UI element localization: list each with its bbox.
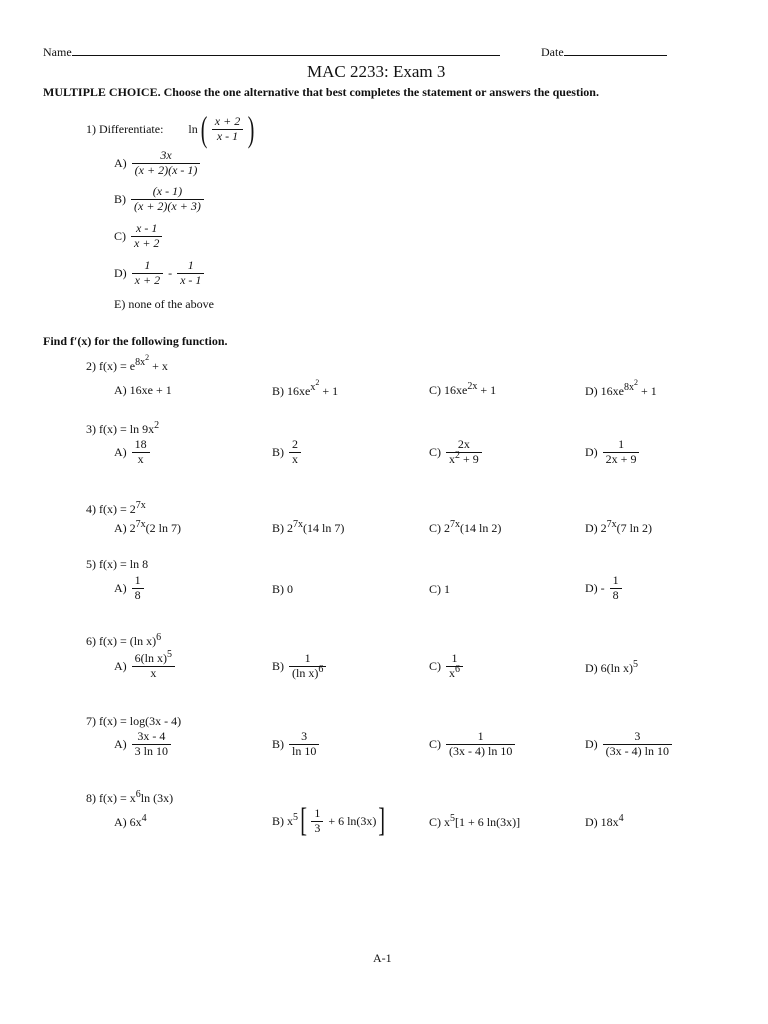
exponent: 7x: [450, 519, 460, 530]
q1-option-d[interactable]: [114, 259, 206, 288]
denominator: (x + 2)(x + 3): [131, 199, 204, 214]
option-letter: D): [585, 444, 598, 459]
denominator: ln 10: [289, 744, 319, 759]
ln-text: ln: [188, 121, 198, 136]
fraction: [177, 259, 204, 288]
denominator: 2x + 9: [603, 452, 640, 467]
q4-option-d[interactable]: [585, 521, 652, 536]
q4-option-b[interactable]: [272, 521, 344, 536]
option-text: [272, 811, 298, 829]
denominator: 8: [610, 588, 622, 603]
option-text: B) 16xe: [272, 384, 311, 398]
exponent: 6: [156, 632, 162, 643]
exponent: 5: [293, 811, 298, 823]
question-tail: + x: [149, 359, 168, 373]
question-tail: ln (3x): [140, 791, 174, 805]
option-letter: C): [114, 228, 126, 243]
option-text: B) 2: [272, 521, 293, 535]
q1-option-e[interactable]: E) none of the above: [114, 297, 214, 311]
exponent: 6: [318, 663, 324, 675]
left-bracket: [: [300, 802, 308, 839]
fraction: [132, 438, 150, 467]
num-base: 6(ln x): [134, 651, 167, 665]
option-letter: B): [272, 444, 284, 459]
denominator: (3x - 4) ln 10: [603, 744, 672, 759]
numerator: [132, 649, 175, 666]
denominator: x: [132, 452, 150, 467]
numerator: (x - 1): [152, 184, 183, 198]
date-line: [564, 44, 667, 56]
q7-option-c[interactable]: [429, 730, 517, 759]
fraction: [311, 807, 323, 836]
option-text: D) 16xe: [585, 384, 624, 398]
q2-option-b[interactable]: [272, 378, 339, 399]
question-8: [86, 791, 173, 806]
option-text: C) x: [429, 815, 450, 829]
option-letter: B): [272, 658, 284, 673]
option-tail: + 1: [638, 384, 657, 398]
question-label: 8) f(x) = x: [86, 791, 136, 805]
denominator: x - 1: [212, 129, 243, 144]
question-6: [86, 634, 161, 649]
fraction: [446, 730, 515, 759]
den-tail: + 9: [460, 451, 479, 466]
option-letter: D) -: [585, 580, 605, 595]
fraction: [603, 730, 672, 759]
denominator: [446, 663, 463, 681]
q1-option-c[interactable]: [114, 222, 164, 251]
numerator: 1: [451, 651, 458, 665]
section-heading: Find f′(x) for the following function.: [43, 334, 228, 348]
fraction: [446, 652, 463, 681]
option-letter: A): [114, 155, 127, 170]
name-line: [72, 44, 500, 56]
fraction: [289, 652, 326, 681]
denominator: x - 1: [177, 273, 204, 288]
fraction: [132, 730, 171, 759]
exponent: 5: [167, 649, 172, 660]
option-tail: (7 ln 2): [616, 521, 652, 535]
option-text: D) 6(ln x): [585, 661, 633, 675]
denominator: [289, 663, 326, 681]
option-tail: (2 ln 7): [145, 521, 181, 535]
q5-option-c[interactable]: C) 1: [429, 582, 450, 596]
option-text: A) 6x: [114, 815, 142, 829]
minus-sign: -: [168, 265, 173, 280]
q7-option-b[interactable]: [272, 730, 321, 759]
q4-option-c[interactable]: [429, 521, 501, 536]
page-number: A-1: [373, 951, 392, 965]
option-letter: D): [585, 736, 598, 751]
exponent: 7x: [606, 519, 617, 530]
question-label: 6) f(x) = (ln x): [86, 634, 157, 648]
right-bracket: ]: [378, 802, 386, 839]
exponent: 4: [141, 813, 147, 824]
option-letter: C): [429, 736, 441, 751]
numerator: 1: [618, 437, 625, 451]
q8-option-d[interactable]: [585, 815, 624, 830]
q3-option-d[interactable]: [585, 438, 641, 467]
question-label: 1) Differentiate:: [86, 121, 164, 136]
instructions: MULTIPLE CHOICE. Choose the one alternative that best completes the statement or answers the question.: [43, 85, 599, 99]
q4-option-a[interactable]: [114, 521, 181, 536]
q3-option-c[interactable]: [429, 438, 484, 467]
question-3: [86, 422, 159, 437]
exponent-power: 2: [315, 378, 320, 387]
exponent: 7x: [135, 519, 146, 530]
option-letter: C): [429, 658, 441, 673]
exponent: 2: [154, 420, 160, 431]
exponent: 6: [455, 663, 460, 675]
option-text: D) 18x: [585, 815, 619, 829]
q6-option-d[interactable]: [585, 661, 638, 676]
exponent: 5: [450, 813, 455, 824]
option-tail: + 1: [319, 384, 339, 398]
den-base: (ln x): [292, 665, 319, 680]
q1-option-a[interactable]: [114, 149, 202, 178]
numerator: 1: [477, 729, 484, 743]
option-letter: A): [114, 580, 127, 595]
question-label: 4) f(x) = 2: [86, 502, 136, 516]
q5-option-d[interactable]: [585, 574, 624, 603]
fraction: [132, 574, 144, 603]
option-letter: B): [114, 191, 126, 206]
numerator: 1: [314, 805, 321, 820]
name-field[interactable]: [43, 44, 500, 60]
question-label: 2) f(x) = e: [86, 359, 136, 373]
option-tail: (14 ln 2): [460, 521, 502, 535]
exponent-power: 2: [634, 378, 638, 387]
question-7: 7) f(x) = log(3x - 4): [86, 714, 182, 728]
denominator: x: [132, 666, 175, 681]
date-field[interactable]: [541, 44, 667, 60]
date-label: Date: [541, 45, 564, 59]
fraction: [132, 259, 163, 288]
q5-option-a[interactable]: [114, 574, 146, 603]
fraction: [131, 222, 162, 251]
q3-option-b[interactable]: [272, 438, 303, 467]
fraction: [132, 649, 175, 681]
q2-option-a[interactable]: A) 16xe + 1: [114, 383, 172, 397]
numerator: 3x - 4: [137, 729, 166, 743]
option-text: C) 2: [429, 521, 450, 535]
numerator: x + 2: [214, 113, 241, 128]
right-paren: ): [247, 109, 255, 149]
fraction: [610, 574, 622, 603]
q6-option-a[interactable]: [114, 649, 177, 681]
numerator: x - 1: [136, 221, 158, 235]
fraction: [289, 438, 301, 467]
denominator: 3 ln 10: [132, 744, 171, 759]
denominator: x + 2: [132, 273, 163, 288]
numerator: 2x: [457, 437, 470, 451]
denominator: (x + 2)(x - 1): [132, 163, 201, 178]
fraction: [289, 730, 319, 759]
option-text: D) 2: [585, 521, 607, 535]
option-letter: A): [114, 658, 127, 673]
question-label: 3) f(x) = ln 9x: [86, 422, 155, 436]
fraction: [131, 185, 204, 214]
q2-option-c[interactable]: [429, 383, 496, 398]
option-letter: C): [429, 444, 441, 459]
left-paren: (: [200, 109, 208, 149]
q3-option-a[interactable]: [114, 438, 152, 467]
option-tail: [1 + 6 ln(3x)]: [455, 815, 521, 829]
q7-option-a[interactable]: [114, 730, 173, 759]
q8-option-a[interactable]: [114, 815, 147, 830]
option-text: C) 16xe: [429, 383, 468, 397]
denominator: 8: [132, 588, 144, 603]
question-2: [86, 353, 168, 374]
exponent: 7x: [135, 500, 146, 511]
numerator: 1: [304, 651, 311, 665]
den-base: x: [449, 451, 455, 466]
exponent: 2: [455, 449, 460, 461]
numerator: 1: [144, 258, 151, 272]
numerator: 1: [612, 573, 619, 587]
exponent: 6: [135, 789, 141, 800]
fraction: [132, 149, 201, 178]
fraction: [603, 438, 640, 467]
q7-option-d[interactable]: [585, 730, 674, 759]
q8-option-c[interactable]: [429, 815, 520, 830]
exponent: 7x: [293, 519, 303, 530]
exponent: 8x: [624, 382, 634, 393]
option-letter: D): [114, 265, 127, 280]
fraction: [212, 115, 243, 144]
denominator: x: [289, 452, 301, 467]
option-letter: A): [114, 444, 127, 459]
q1-option-b[interactable]: [114, 185, 206, 214]
option-tail: + 1: [477, 383, 497, 397]
option-tail: + 6 ln(3x): [328, 813, 377, 828]
fraction: [446, 438, 482, 467]
den-base: x: [449, 665, 455, 680]
exponent-power: 2: [145, 353, 150, 362]
q5-option-b[interactable]: B) 0: [272, 582, 293, 596]
denominator: x + 2: [131, 236, 162, 251]
question-4: [86, 502, 146, 517]
exponent: x: [310, 382, 316, 393]
exponent: 4: [618, 813, 624, 824]
numerator: 1: [134, 573, 141, 587]
exponent: 2x: [467, 381, 478, 392]
numerator: 3: [634, 729, 641, 743]
option-letter: B): [272, 736, 284, 751]
option-tail: (14 ln 7): [303, 521, 345, 535]
q6-option-c[interactable]: [429, 652, 465, 681]
numerator: 18: [134, 437, 147, 451]
question-1: [86, 111, 254, 147]
question-5: 5) f(x) = ln 8: [86, 557, 149, 571]
q2-option-d[interactable]: [585, 378, 657, 399]
q6-option-b[interactable]: [272, 652, 328, 681]
numerator: 3x: [160, 148, 172, 162]
exponent: 5: [633, 659, 638, 670]
numerator: 2: [292, 437, 298, 451]
option-prefix: B) x: [272, 813, 293, 828]
option-letter: A): [114, 736, 127, 751]
name-label: Name: [43, 45, 72, 59]
denominator: [446, 449, 482, 467]
option-text: A) 2: [114, 521, 136, 535]
page-title: MAC 2233: Exam 3: [307, 62, 446, 81]
numerator: 1: [187, 258, 194, 272]
numerator: 3: [301, 729, 308, 743]
q8-option-b[interactable]: [272, 804, 385, 838]
denominator: (3x - 4) ln 10: [446, 744, 515, 759]
exponent: 8x: [135, 357, 146, 368]
denominator: 3: [311, 821, 323, 836]
